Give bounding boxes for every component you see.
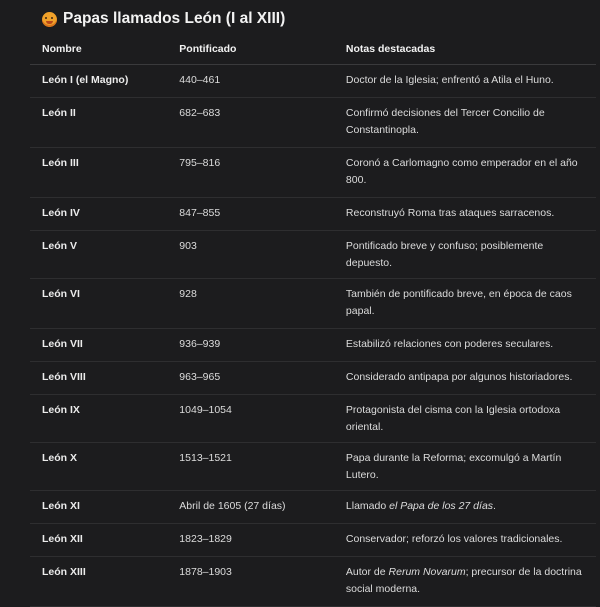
header-pontificate: Pontificado [167,38,334,65]
cell-pontificate: 1878–1903 [167,557,334,607]
table-row [30,395,596,443]
table-heading-text: Papas llamados León (I al XIII) [63,10,286,27]
cell-notes: Pontificado breve y confuso; posiblemente depuesto. [334,231,596,279]
cell-pontificate: 795–816 [167,148,334,198]
table-row [30,329,596,362]
table-row [30,524,596,557]
cell-name: León XI [30,491,167,524]
cell-name: León I (el Magno) [30,65,167,98]
table-heading [42,10,285,28]
table-row [30,65,596,98]
cell-name: León VI [30,279,167,329]
cell-pontificate: 847–855 [167,198,334,231]
cell-notes: Confirmó decisiones del Tercer Concilio de Constantinopla. [334,98,596,148]
cell-pontificate: 928 [167,279,334,329]
cell-notes: También de pontificado breve, en época de caos papal. [334,279,596,329]
notes-text: ; precursor de la doctrina social moderna. [345,566,582,595]
cell-name: León XII [30,524,167,557]
cell-name: León IV [30,198,167,231]
cell-pontificate: 440–461 [167,65,334,98]
cell-notes: Conservador; reforzó los valores tradicionales. [334,524,596,557]
cell-notes: Protagonista del cisma con la Iglesia ortodoxa oriental. [334,395,596,443]
cell-notes: Coronó a Carlomagno como emperador en el año 800. [334,148,596,198]
header-notes: Notas destacadas [334,38,596,65]
table-row [30,491,596,524]
cell-notes [334,491,596,524]
cell-notes: Estabilizó relaciones con poderes seculares. [334,329,596,362]
table-row [30,198,596,231]
cell-notes: Reconstruyó Roma tras ataques sarracenos. [334,198,596,231]
notes-text: Llamado [345,500,390,512]
table-row [30,557,596,607]
header-name: Nombre [30,38,167,65]
cell-name: León II [30,98,167,148]
cell-notes: Papa durante la Reforma; excomulgó a Martín Lutero. [334,443,596,491]
table-row [30,148,596,198]
table-header-row [30,38,596,65]
cell-pontificate: 682–683 [167,98,334,148]
cell-name: León III [30,148,167,198]
table-row [30,279,596,329]
table-row [30,443,596,491]
cell-pontificate: 1823–1829 [167,524,334,557]
cell-name: León VII [30,329,167,362]
cell-name: León X [30,443,167,491]
table-row [30,362,596,395]
notes-emphasis: Rerum Novarum [388,566,466,578]
cell-name: León XIII [30,557,167,607]
cell-pontificate: Abril de 1605 (27 días) [167,491,334,524]
cell-notes: Doctor de la Iglesia; enfrentó a Atila el Huno. [334,65,596,98]
table-row [30,231,596,279]
cell-name: León VIII [30,362,167,395]
cell-name: León V [30,231,167,279]
cell-pontificate: 903 [167,231,334,279]
cell-pontificate: 1049–1054 [167,395,334,443]
notes-text: . [493,500,496,512]
notes-text: Autor de [345,566,389,578]
cell-name: León IX [30,395,167,443]
cell-notes: Considerado antipapa por algunos historiadores. [334,362,596,395]
cell-pontificate: 936–939 [167,329,334,362]
popes-table [30,38,596,607]
cell-pontificate: 1513–1521 [167,443,334,491]
emoji-face-icon [42,12,57,27]
notes-emphasis: el Papa de los 27 días [389,500,494,512]
table-row [30,98,596,148]
cell-pontificate: 963–965 [167,362,334,395]
cell-notes [334,557,596,607]
